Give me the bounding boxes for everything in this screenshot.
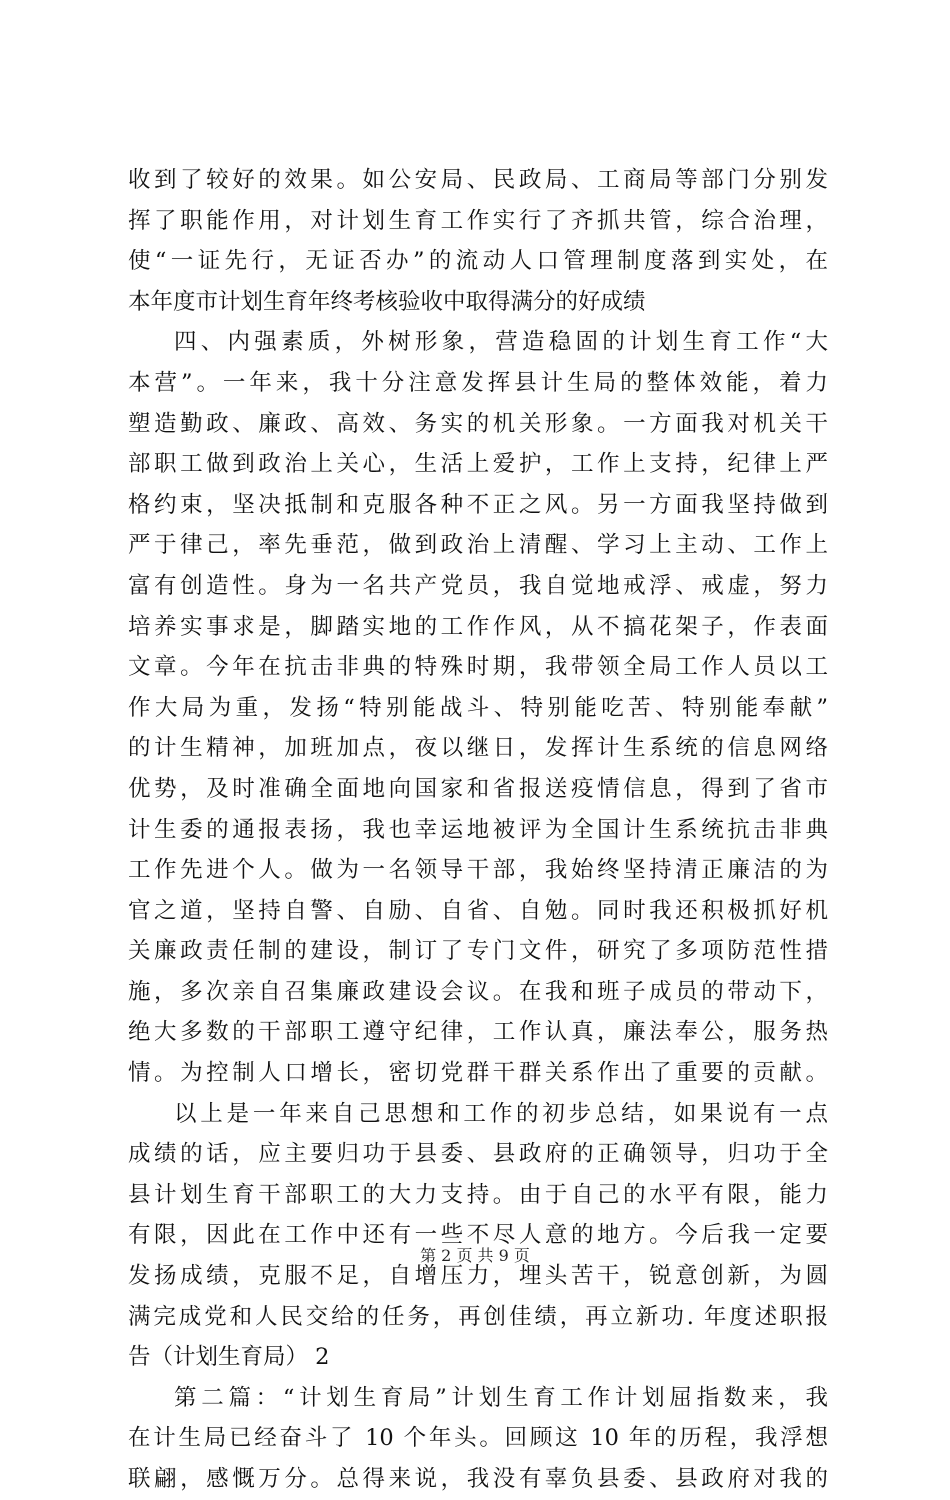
text-line: 官之道，坚持自警、自励、自省、自勉。同时我还积极抓好机 bbox=[128, 897, 828, 924]
text-line: 本年度市计划生育年终考核验收中取得满分的好成绩 bbox=[128, 288, 646, 315]
text-line: 计生委的通报表扬，我也幸运地被评为全国计生系统抗击非典 bbox=[128, 816, 828, 843]
text-line: 满完成党和人民交给的任务，再创佳绩，再立新功. 年度述职报 bbox=[128, 1303, 828, 1330]
text-line: 联翩，感慨万分。总得来说，我没有辜负县委、县政府对我的 bbox=[128, 1466, 828, 1492]
page-footer: 第 2 页 共 9 页 bbox=[420, 1246, 530, 1265]
text-line: 发扬成绩，克服不足，自增压力，埋头苦干，锐意创新，为圆 bbox=[128, 1263, 828, 1290]
text-line: 施，多次亲自召集廉政建设会议。在我和班子成员的带动下， bbox=[128, 978, 828, 1005]
text-line: 关廉政责任制的建设，制订了专门文件，研究了多项防范性措 bbox=[128, 938, 828, 965]
text-line: 第二篇：“计划生育局”计划生育工作计划屈指数来，我 bbox=[174, 1384, 828, 1411]
text-line: 以上是一年来自己思想和工作的初步总结，如果说有一点 bbox=[174, 1100, 828, 1127]
text-line: 成绩的话，应主要归功于县委、县政府的正确领导，归功于全 bbox=[128, 1141, 828, 1168]
text-line: 在计生局已经奋斗了 10 个年头。回顾这 10 年的历程，我浮想 bbox=[128, 1425, 828, 1452]
text-line: 作大局为重，发扬“特别能战斗、特别能吃苦、特别能奉献” bbox=[128, 694, 828, 721]
text-line: 优势，及时准确全面地向国家和省报送疫情信息，得到了省市 bbox=[128, 775, 828, 802]
text-line: 严于律己，率先垂范，做到政治上清醒、学习上主动、工作上 bbox=[128, 532, 828, 559]
text-line: 告（计划生育局） 2 bbox=[128, 1344, 330, 1371]
text-line: 塑造勤政、廉政、高效、务实的机关形象。一方面我对机关干 bbox=[128, 410, 828, 437]
document-body bbox=[128, 160, 828, 1500]
text-line: 工作先进个人。做为一名领导干部，我始终坚持清正廉洁的为 bbox=[128, 857, 828, 884]
text-line: 使“一证先行，无证否办”的流动人口管理制度落到实处，在 bbox=[128, 248, 828, 275]
text-line: 有限，因此在工作中还有一些不尽人意的地方。今后我一定要 bbox=[128, 1222, 828, 1249]
text-line: 县计划生育干部职工的大力支持。由于自己的水平有限，能力 bbox=[128, 1181, 828, 1208]
text-line: 收到了较好的效果。如公安局、民政局、工商局等部门分别发 bbox=[128, 167, 828, 193]
text-line: 本营”。一年来，我十分注意发挥县计生局的整体效能，着力 bbox=[128, 369, 828, 396]
text-line: 绝大多数的干部职工遵守纪律，工作认真，廉法奉公，服务热 bbox=[128, 1019, 828, 1046]
text-line: 富有创造性。身为一名共产党员，我自觉地戒浮、戒虚，努力 bbox=[128, 572, 828, 599]
text-line: 文章。今年在抗击非典的特殊时期，我带领全局工作人员以工 bbox=[128, 654, 828, 681]
text-line: 格约束，坚决抵制和克服各种不正之风。另一方面我坚持做到 bbox=[128, 491, 828, 518]
text-line: 部职工做到政治上关心，生活上爱护，工作上支持，纪律上严 bbox=[128, 451, 828, 478]
text-line: 挥了职能作用，对计划生育工作实行了齐抓共管，综合治理， bbox=[128, 207, 828, 234]
text-line: 的计生精神，加班加点，夜以继日，发挥计生系统的信息网络 bbox=[128, 735, 828, 762]
text-line: 培养实事求是，脚踏实地的工作作风，从不搞花架子，作表面 bbox=[128, 613, 828, 640]
text-line: 四、内强素质，外树形象，营造稳固的计划生育工作“大 bbox=[174, 329, 828, 356]
text-line: 情。为控制人口增长，密切党群干群关系作出了重要的贡献。 bbox=[128, 1060, 828, 1087]
